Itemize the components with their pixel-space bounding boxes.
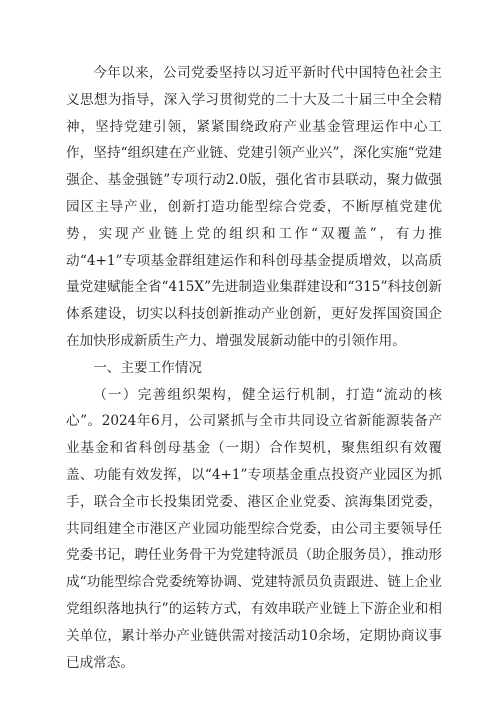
section-heading: 一、主要工作情况: [93, 359, 202, 376]
subsection-paragraph: （一）完善组织架构，健全运行机制，打造“流动的核心”。2024年6月，公司紧抓与全市共同设立省新能源装备产业基金和省科创母基金（一期）合作契机，聚焦组织有效覆盖、功能有效发挥，以“4+1”专项基金重点投资产业园区为抓手，联合全市长投集团党委、港区企业党委、滨海集团党委，共同组建全市港区产业园功能型综合党委，由公司主要领导任党委书记，聘任业务骨干为党建特派员（助企服务员），推动形成“功能型综合党委统筹协调、党建特派员负责跟进、链上企业党组织落地执行”的运转方式，有效串联产业链上下游企业和相关单位，累计举办产业链供需对接活动10余场，定期协商议事已成常态。: [66, 386, 442, 671]
intro-paragraph: 今年以来，公司党委坚持以习近平新时代中国特色社会主义思想为指导，深入学习贯彻党的二十大及二十届三中全会精神，坚持党建引领，紧紧围绕政府产业基金管理运作中心工作，坚持“组织建在产业链、党建引领产业兴”，深化实施“党建强企、基金强链”专项行动2.0版，强化省市县联动，聚力做强园区主导产业，创新打造功能型综合党委，不断厚植党建优势，实现产业链上党的组织和工作“双覆盖”，有力推动“4+1”专项基金群组建运作和科创母基金提质增效，以高质量党建赋能全省“415X”先进制造业集群建设和“315”科技创新体系建设，切实以科技创新推动产业创新，更好发挥国资国企在加快形成新质生产力、增强发展新动能中的引领作用。: [66, 65, 442, 349]
